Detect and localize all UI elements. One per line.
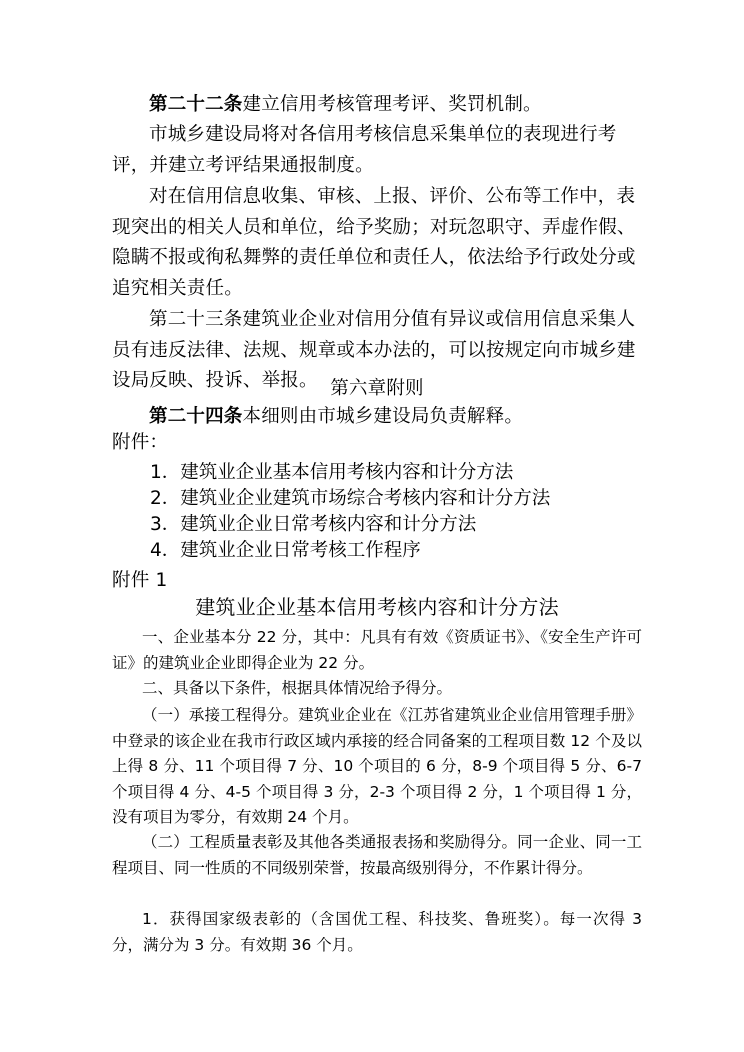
section-2-1: （一）承接工程得分。建筑业企业在《江苏省建筑业企业信用管理手册》中登录的该企业在我市行政区域内承接的经合同备案的工程项目数 12 个及以上得 8 分、11 个项目得 7 分、10 个项目的 6 分，8-9 个项目得 5 分、6-7 个项目得 4 分、4-5 个项目得 3 分，2-3 个项目得 2 分，1 个项目得 1 分，没有项目为零分，有效期 24 个月。: [112, 706, 642, 826]
attachment-1-title: 建筑业企业基本信用考核内容和计分方法: [195, 595, 559, 619]
paragraph-article-23: 第二十三条建筑业企业对信用分值有异议或信用信息采集人员有违反法律、法规、规章或本办法的，可以按规定向市城乡建设局反映、投诉、举报。: [112, 309, 636, 391]
section-2: 二、具备以下条件，根据具体情况给予得分。: [142, 679, 453, 697]
article-24-head: 第二十四条: [149, 406, 243, 427]
attachments-label: 附件：: [112, 432, 169, 453]
article-22-text: 建立信用考核管理考评、奖罚机制。: [242, 94, 542, 115]
section-2-2-1: 1．获得国家级表彰的（含国优工程、科技奖、鲁班奖）。每一次得 3 分，满分为 3 分。有效期 36 个月。: [112, 910, 642, 954]
attachment-item: 3．建筑业企业日常考核内容和计分方法: [150, 514, 477, 535]
section-1: 一、企业基本分 22 分，其中：凡具有有效《资质证书》、《安全生产许可证》的建筑业企业即得企业为 22 分。: [112, 628, 642, 672]
article-24-text: 本细则由市城乡建设局负责解释。: [242, 406, 524, 427]
article-22-head: 第二十二条: [149, 94, 243, 115]
article-22: [112, 90, 642, 121]
paragraph-reward: 对在信用信息收集、审核、上报、评价、公布等工作中，表现突出的相关人员和单位，给予奖励；对玩忽职守、弄虚作假、隐瞒不报或徇私舞弊的责任单位和责任人，依法给予行政处分或追究相关责任。: [112, 186, 636, 299]
chapter-heading: 第六章附则: [330, 378, 424, 399]
attachment-1-label: 附件 1: [112, 570, 168, 591]
attachment-item: 4．建筑业企业日常考核工作程序: [150, 540, 421, 561]
attachment-item: 2．建筑业企业建筑市场综合考核内容和计分方法: [150, 488, 551, 509]
attachment-item: 1．建筑业企业基本信用考核内容和计分方法: [150, 462, 514, 483]
paragraph-evaluation: 市城乡建设局将对各信用考核信息采集单位的表现进行考评，并建立考评结果通报制度。: [112, 124, 617, 176]
section-2-2: （二）工程质量表彰及其他各类通报表扬和奖励得分。同一企业、同一工程项目、同一性质的不同级别荣誉，按最高级别得分，不作累计得分。: [112, 833, 642, 877]
